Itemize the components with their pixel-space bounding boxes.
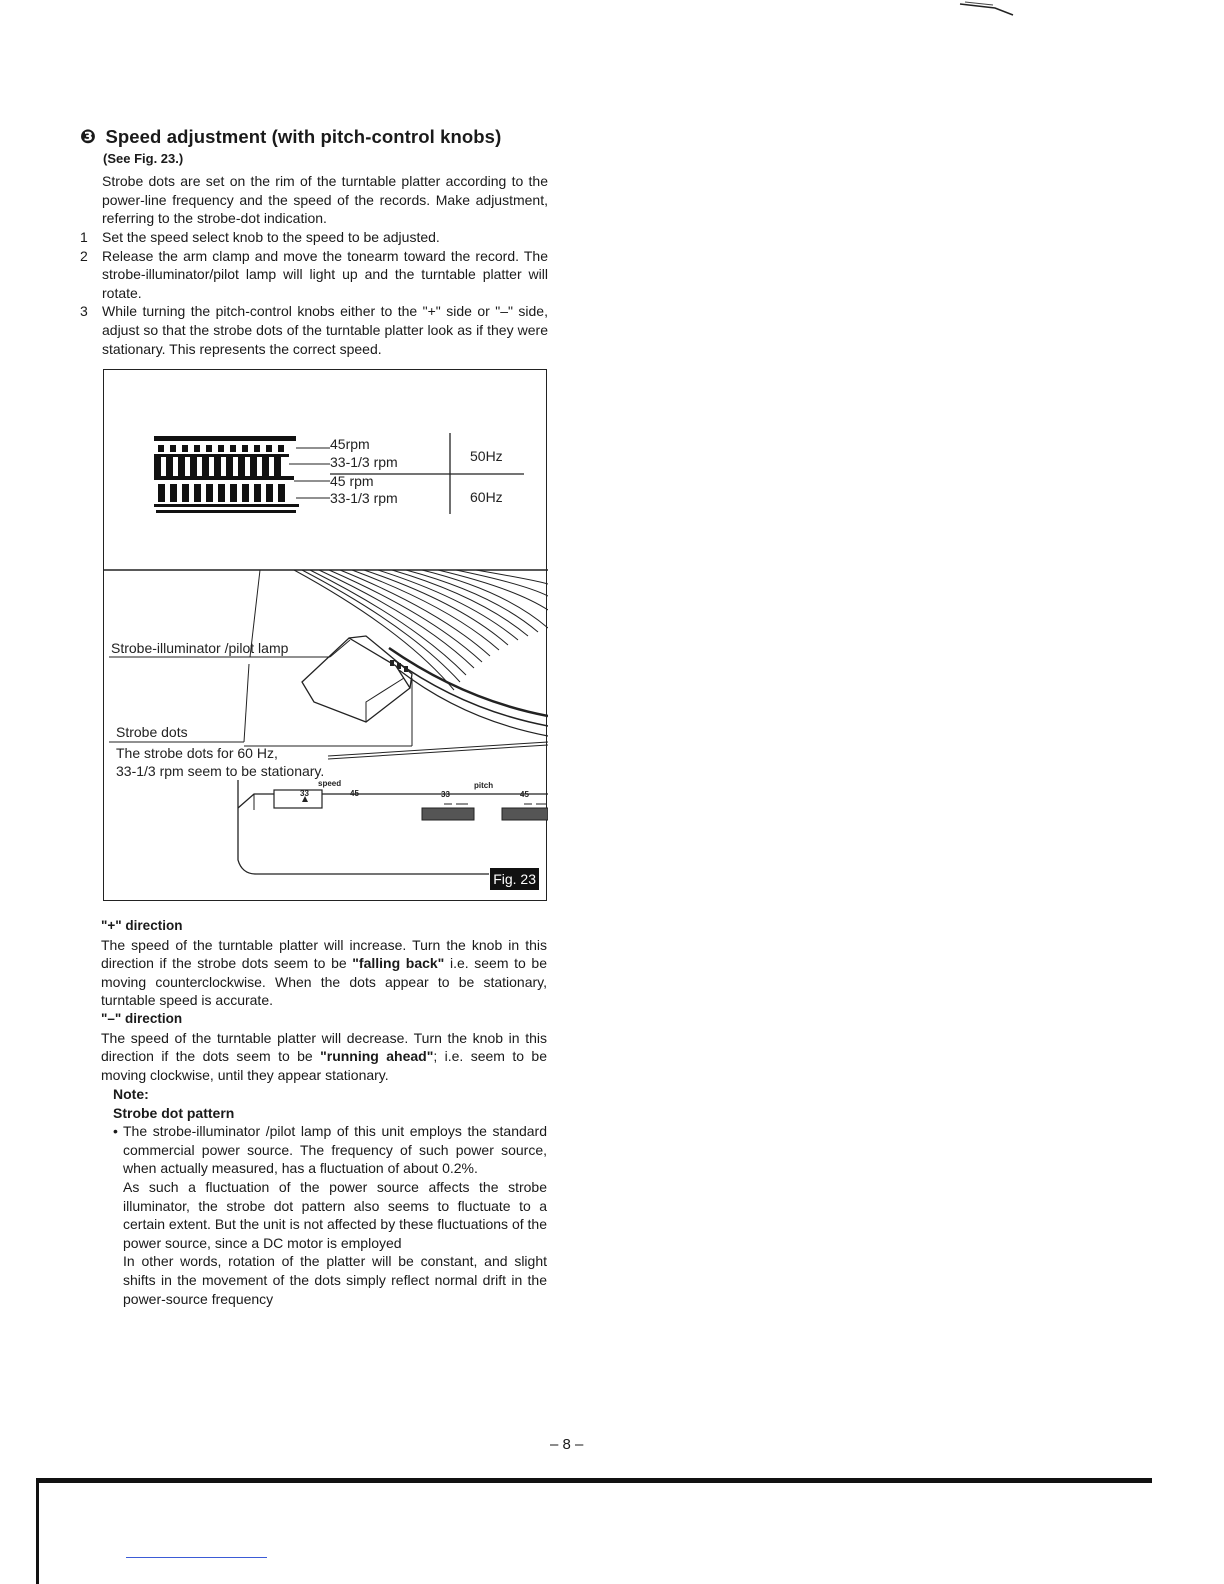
note-paragraph-1: The strobe-illuminator /pilot lamp of this unit employs the standard commercial power source. The frequency of such power source, when actually measured, has a fluctuation of about 0.2%. bbox=[123, 1123, 547, 1177]
rpm-label-2: 33-1/3 rpm bbox=[330, 454, 398, 470]
rpm-label-4: 33-1/3 rpm bbox=[330, 490, 398, 506]
step-2 bbox=[80, 247, 548, 303]
plus-direction-heading: "+" direction bbox=[101, 918, 183, 933]
minus-direction-text: The speed of the turntable platter will decrease. Turn the knob in this direction if the dots seem to be "running ahead"; i.e. seem to be moving clockwise, until they appear stationary. bbox=[101, 1029, 547, 1083]
intro-paragraph: Strobe dots are set on the rim of the turntable platter according to the power-line frequency and the speed of the records. Make adjustment, referring to the strobe-dot indication. bbox=[102, 173, 548, 227]
note-subheading: Strobe dot pattern bbox=[113, 1104, 235, 1121]
section-number: ❸ bbox=[80, 127, 97, 148]
pitch-label: pitch bbox=[474, 781, 494, 790]
figure-23 bbox=[103, 369, 547, 901]
pitch-33-label: 33 bbox=[441, 790, 450, 799]
note-bullet bbox=[113, 1122, 547, 1308]
speed-45-label: 45 bbox=[350, 789, 359, 798]
step-text: Set the speed select knob to the speed to be adjusted. bbox=[102, 229, 440, 245]
note-paragraph-3: In other words, rotation of the platter will be constant, and slight shifts in the movement of the dots simply reflect normal drift in the power-source frequency bbox=[123, 1253, 547, 1307]
bullet-icon: • bbox=[113, 1123, 118, 1140]
note-section bbox=[113, 1085, 547, 1308]
strobe-dots-label: Strobe dots bbox=[116, 724, 188, 740]
section-heading bbox=[80, 126, 501, 149]
blue-underline bbox=[126, 1557, 267, 1558]
scan-mark bbox=[955, 0, 1025, 20]
speed-label: speed bbox=[318, 779, 342, 788]
plus-direction-text: The speed of the turntable platter will increase. Turn the knob in this direction if the strobe dots seem to be "falling back" i.e. seem to be moving counterclockwise. When the dots appear to be stationary, turntable speed is accurate. bbox=[101, 936, 548, 1009]
turntable-drawing bbox=[109, 570, 548, 874]
section-title: Speed adjustment (with pitch-control knobs) bbox=[105, 126, 502, 147]
rpm-label-3: 45 rpm bbox=[330, 473, 374, 489]
strobe-pattern-icon bbox=[154, 436, 330, 513]
page-number: – 8 – bbox=[550, 1436, 584, 1453]
freq-60-label: 60Hz bbox=[470, 489, 503, 505]
speed-33-label: 33 bbox=[300, 789, 309, 798]
stationary-caption-2: 33-1/3 rpm seem to be stationary. bbox=[116, 763, 325, 779]
freq-50-label: 50Hz bbox=[470, 448, 503, 464]
step-text: Release the arm clamp and move the tonearm toward the record. The strobe-illuminator/pilot lamp will light up and the turntable platter will rotate. bbox=[102, 247, 548, 301]
figure-number-badge: Fig. 23 bbox=[490, 868, 539, 890]
stationary-caption-1: The strobe dots for 60 Hz, bbox=[116, 745, 278, 761]
pitch-45-label: 45 bbox=[520, 790, 529, 799]
step-number: 1 bbox=[80, 229, 88, 245]
step-1 bbox=[80, 228, 548, 247]
lamp-label: Strobe-illuminator /pilot lamp bbox=[111, 640, 289, 656]
note-label: Note: bbox=[113, 1086, 149, 1102]
step-3 bbox=[80, 302, 548, 358]
step-text: While turning the pitch-control knobs either to the "+" side or "–" side, adjust so that the strobe dots of the turntable platter look as if they were stationary. This represents the correct speed. bbox=[102, 303, 548, 357]
step-number: 3 bbox=[80, 303, 88, 320]
plus-direction-section bbox=[101, 917, 547, 1084]
step-number: 2 bbox=[80, 247, 88, 264]
bottom-left-rule bbox=[36, 1478, 39, 1584]
figure-reference: (See Fig. 23.) bbox=[103, 151, 184, 166]
step-list bbox=[80, 228, 548, 358]
bottom-rule bbox=[36, 1478, 1152, 1483]
rpm-label-1: 45rpm bbox=[330, 436, 370, 452]
minus-direction-heading: "–" direction bbox=[101, 1010, 183, 1026]
note-paragraph-2: As such a fluctuation of the power source affects the strobe illuminator, the strobe dot pattern also seems to fluctuate to a certain extent. But the unit is not affected by these fluctuations of the power source, since a DC motor is employed bbox=[123, 1178, 547, 1251]
